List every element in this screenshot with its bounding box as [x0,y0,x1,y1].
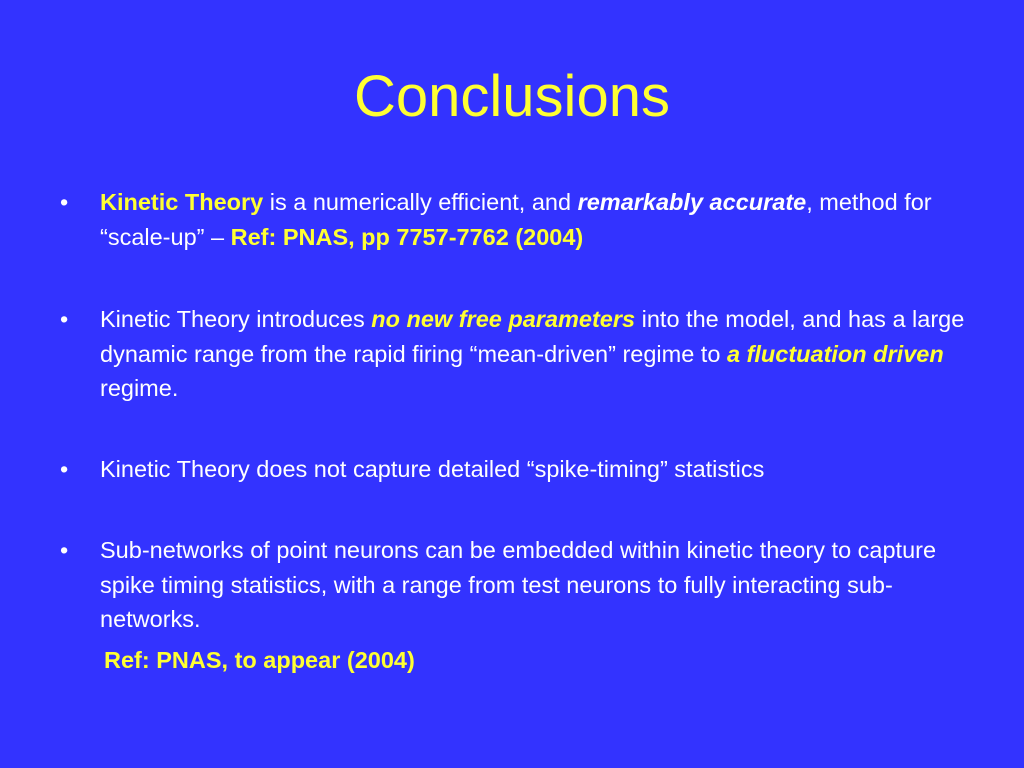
bullet-text: is a numerically efficient, and [263,189,578,215]
bullet-text: Kinetic Theory does not capture detailed “spike-timing” statistics [100,456,765,482]
bullet-item-2 [60,302,980,406]
bullet-text: , method for “scale-up” – [100,189,932,250]
slide-title: Conclusions [354,64,670,129]
bullet-text: into the model, and has a large dynamic range from the rapid firing “mean-driven” regime to [100,306,965,367]
bullet-text: Kinetic Theory introduces [100,306,372,332]
bullet-dot: • [60,306,69,332]
kinetic-theory-highlight: Kinetic Theory [100,189,264,215]
bullet-item-4 [60,533,980,637]
bullet-item-3 [60,452,980,487]
fluctuation-driven-emphasis: a fluctuation driven [726,340,944,367]
bullet-item-1 [60,185,980,254]
bullet-dot: • [60,537,69,563]
bullet-dot: • [60,189,69,215]
bullet-text: regime. [100,375,179,401]
reference-2: Ref: PNAS, to appear (2004) [104,647,415,673]
no-new-free-parameters-emphasis: no new free parameters [371,306,636,332]
reference-1: Ref: PNAS, pp 7757-7762 (2004) [230,223,584,250]
remarkably-accurate-emphasis: remarkably accurate [577,189,807,215]
bullet-text: Sub-networks of point neurons can be embedded within kinetic theory to capture spike timing statistics, with a range from test neurons to fully interacting sub-networks. [100,537,937,632]
bullet-dot: • [60,456,69,482]
